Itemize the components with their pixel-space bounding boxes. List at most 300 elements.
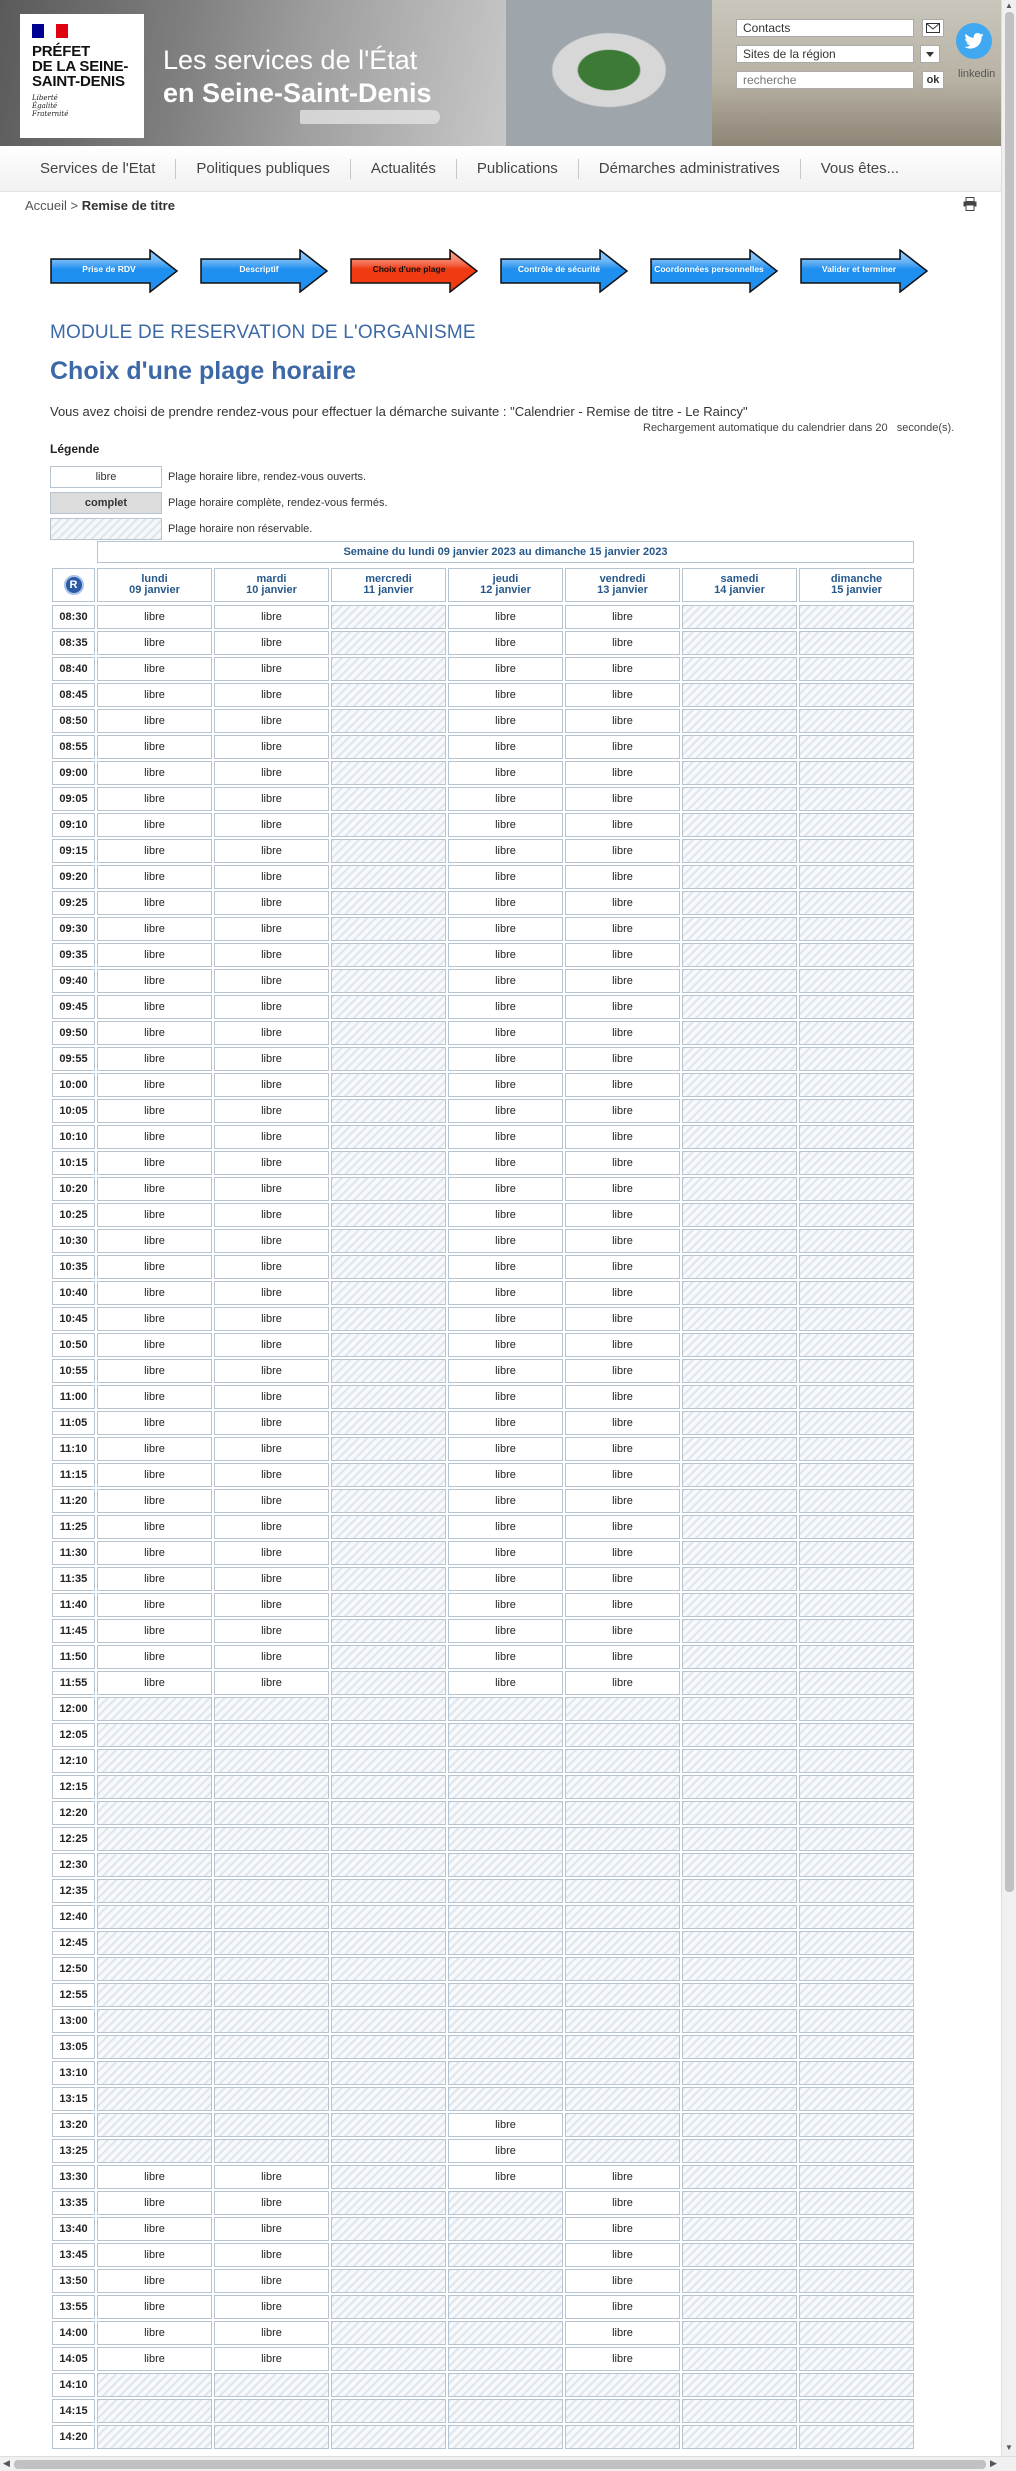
scroll-down-icon[interactable]: ▼	[1005, 2443, 1013, 2452]
slot-libre[interactable]: libre	[214, 2191, 329, 2215]
slot-libre[interactable]: libre	[97, 1203, 212, 1227]
slot-libre[interactable]: libre	[97, 1359, 212, 1383]
step-6	[800, 249, 930, 293]
logo-title-line: PRÉFET	[32, 43, 90, 60]
slot-non-reservable	[682, 1957, 797, 1981]
slot-libre[interactable]: libre	[565, 969, 680, 993]
slot-non-reservable	[448, 2087, 563, 2111]
slot-libre[interactable]: libre	[214, 1359, 329, 1383]
slot-libre[interactable]: libre	[97, 1567, 212, 1591]
slot-libre[interactable]: libre	[565, 995, 680, 1019]
nav-item-actualites[interactable]: Actualités	[351, 159, 457, 179]
slot-libre[interactable]: libre	[448, 891, 563, 915]
slot-non-reservable	[331, 943, 446, 967]
slot-libre[interactable]: libre	[448, 1229, 563, 1253]
slot-libre[interactable]: libre	[97, 1021, 212, 1045]
slot-libre[interactable]: libre	[565, 1541, 680, 1565]
slot-libre[interactable]: libre	[97, 1619, 212, 1643]
slot-libre[interactable]: libre	[565, 1359, 680, 1383]
slot-non-reservable	[682, 761, 797, 785]
slot-libre[interactable]: libre	[97, 917, 212, 941]
slot-libre[interactable]: libre	[214, 1307, 329, 1331]
slot-libre[interactable]: libre	[214, 735, 329, 759]
slot-non-reservable	[214, 1879, 329, 1903]
slot-libre[interactable]: libre	[214, 787, 329, 811]
slot-libre[interactable]: libre	[97, 1229, 212, 1253]
slot-libre[interactable]: libre	[448, 1177, 563, 1201]
slot-libre[interactable]: libre	[97, 657, 212, 681]
slot-libre[interactable]: libre	[448, 709, 563, 733]
slot-non-reservable	[682, 1567, 797, 1591]
slot-non-reservable	[214, 2113, 329, 2137]
slot-non-reservable	[799, 1619, 914, 1643]
slot-libre[interactable]: libre	[214, 1333, 329, 1357]
day-name: lundi	[141, 573, 168, 585]
slot-libre[interactable]: libre	[214, 2243, 329, 2267]
slot-libre[interactable]: libre	[565, 2191, 680, 2215]
slot-libre[interactable]: libre	[214, 1229, 329, 1253]
intro-text: Vous avez choisi de prendre rendez-vous pour effectuer la démarche suivante : "Calendrier - Remise de titre - Le Raincy"	[50, 404, 748, 419]
time-label: 11:45	[52, 1619, 95, 1643]
slot-libre[interactable]: libre	[214, 1567, 329, 1591]
slot-libre[interactable]: libre	[97, 2321, 212, 2345]
slot-libre[interactable]: libre	[565, 1229, 680, 1253]
slot-libre[interactable]: libre	[448, 2165, 563, 2189]
slot-libre[interactable]: libre	[97, 1333, 212, 1357]
slot-non-reservable	[799, 2295, 914, 2319]
slot-libre[interactable]: libre	[97, 1463, 212, 1487]
slot-libre[interactable]: libre	[214, 1151, 329, 1175]
slot-non-reservable	[331, 917, 446, 941]
slot-libre[interactable]: libre	[565, 1203, 680, 1227]
slot-non-reservable	[331, 1255, 446, 1279]
slot-libre[interactable]: libre	[448, 995, 563, 1019]
search-button[interactable]: ok	[922, 71, 944, 89]
slot-libre[interactable]: libre	[565, 813, 680, 837]
slot-libre[interactable]: libre	[97, 1489, 212, 1513]
slot-non-reservable	[799, 1177, 914, 1201]
slot-libre[interactable]: libre	[565, 1151, 680, 1175]
nav-item-publications[interactable]: Publications	[457, 159, 579, 179]
slot-libre[interactable]: libre	[565, 2217, 680, 2241]
day-name: dimanche	[830, 573, 883, 585]
slot-non-reservable	[448, 1879, 563, 1903]
slot-libre[interactable]: libre	[565, 917, 680, 941]
slot-libre[interactable]: libre	[448, 1645, 563, 1669]
slot-libre[interactable]: libre	[448, 1385, 563, 1409]
slot-libre[interactable]: libre	[448, 1073, 563, 1097]
slot-libre[interactable]: libre	[448, 1619, 563, 1643]
time-label: 13:50	[52, 2269, 95, 2293]
slot-libre[interactable]: libre	[448, 631, 563, 655]
scroll-left-icon[interactable]: ◀	[3, 2458, 10, 2468]
time-label: 09:05	[52, 787, 95, 811]
slot-libre[interactable]: libre	[97, 761, 212, 785]
slot-libre[interactable]: libre	[565, 1463, 680, 1487]
slot-non-reservable	[448, 2035, 563, 2059]
slot-libre[interactable]: libre	[448, 969, 563, 993]
slot-libre[interactable]: libre	[214, 1385, 329, 1409]
slot-libre[interactable]: libre	[97, 865, 212, 889]
slot-libre[interactable]: libre	[565, 1047, 680, 1071]
time-label: 08:55	[52, 735, 95, 759]
slot-non-reservable	[331, 2243, 446, 2267]
slot-libre[interactable]: libre	[214, 1255, 329, 1279]
slot-libre[interactable]: libre	[214, 865, 329, 889]
slot-libre[interactable]: libre	[97, 2191, 212, 2215]
slot-libre[interactable]: libre	[448, 735, 563, 759]
slot-non-reservable	[799, 2061, 914, 2085]
slot-libre[interactable]: libre	[565, 657, 680, 681]
slot-libre[interactable]: libre	[214, 2295, 329, 2319]
slot-libre[interactable]: libre	[565, 631, 680, 655]
slot-libre[interactable]: libre	[97, 1255, 212, 1279]
slot-libre[interactable]: libre	[214, 761, 329, 785]
slot-libre[interactable]: libre	[565, 2295, 680, 2319]
slot-libre[interactable]: libre	[565, 1489, 680, 1513]
slot-libre[interactable]: libre	[97, 2165, 212, 2189]
slot-libre[interactable]: libre	[448, 1125, 563, 1149]
prefet-logo[interactable]	[20, 14, 144, 138]
slot-libre[interactable]: libre	[214, 1099, 329, 1123]
slot-libre[interactable]: libre	[97, 1047, 212, 1071]
slot-non-reservable	[682, 605, 797, 629]
slot-non-reservable	[799, 2139, 914, 2163]
slot-libre[interactable]: libre	[448, 1099, 563, 1123]
scroll-right-icon[interactable]: ▶	[990, 2458, 997, 2468]
chevron-down-icon[interactable]	[920, 45, 940, 63]
slot-non-reservable	[799, 2217, 914, 2241]
slot-non-reservable	[682, 1411, 797, 1435]
horizontal-scrollbar[interactable]	[0, 2456, 1016, 2471]
slot-non-reservable	[97, 2061, 212, 2085]
slot-non-reservable	[448, 1931, 563, 1955]
slot-libre[interactable]: libre	[97, 839, 212, 863]
motto-line: Fraternité	[32, 110, 69, 118]
slot-libre[interactable]: libre	[214, 657, 329, 681]
slot-libre[interactable]: libre	[214, 1619, 329, 1643]
slot-libre[interactable]: libre	[565, 891, 680, 915]
slot-libre[interactable]: libre	[448, 1671, 563, 1695]
slot-libre[interactable]: libre	[97, 1437, 212, 1461]
slot-libre[interactable]: libre	[214, 1203, 329, 1227]
slot-libre[interactable]: libre	[97, 735, 212, 759]
slot-libre[interactable]: libre	[97, 969, 212, 993]
slot-libre[interactable]: libre	[448, 865, 563, 889]
slot-libre[interactable]: libre	[97, 1177, 212, 1201]
slot-libre[interactable]: libre	[97, 1593, 212, 1617]
slot-libre[interactable]: libre	[565, 2269, 680, 2293]
slot-non-reservable	[331, 865, 446, 889]
slot-libre[interactable]: libre	[97, 1385, 212, 1409]
search-input[interactable]	[736, 71, 914, 89]
slot-libre[interactable]: libre	[565, 865, 680, 889]
slot-libre[interactable]: libre	[97, 683, 212, 707]
slot-libre[interactable]: libre	[97, 787, 212, 811]
slot-libre[interactable]: libre	[448, 1437, 563, 1461]
slot-libre[interactable]: libre	[448, 1489, 563, 1513]
slot-libre[interactable]: libre	[214, 2347, 329, 2371]
slot-libre[interactable]: libre	[565, 735, 680, 759]
slot-libre[interactable]: libre	[97, 2243, 212, 2267]
slot-libre[interactable]: libre	[565, 2347, 680, 2371]
slot-libre[interactable]: libre	[448, 1307, 563, 1331]
slot-libre[interactable]: libre	[214, 1047, 329, 1071]
slot-libre[interactable]: libre	[214, 943, 329, 967]
slot-libre[interactable]: libre	[448, 839, 563, 863]
slot-libre[interactable]: libre	[565, 605, 680, 629]
slot-non-reservable	[331, 1281, 446, 1305]
slot-libre[interactable]: libre	[565, 787, 680, 811]
slot-libre[interactable]: libre	[214, 813, 329, 837]
slot-libre[interactable]: libre	[97, 1099, 212, 1123]
slot-libre[interactable]: libre	[214, 2269, 329, 2293]
slot-libre[interactable]: libre	[565, 943, 680, 967]
slot-libre[interactable]: libre	[214, 1541, 329, 1565]
slot-libre[interactable]: libre	[97, 631, 212, 655]
slot-libre[interactable]: libre	[97, 813, 212, 837]
day-header-mardi	[214, 568, 329, 602]
slot-libre[interactable]: libre	[214, 969, 329, 993]
slot-libre[interactable]: libre	[448, 1333, 563, 1357]
slot-libre[interactable]: libre	[97, 995, 212, 1019]
slot-non-reservable	[799, 1151, 914, 1175]
slot-non-reservable	[331, 1905, 446, 1929]
slot-libre[interactable]: libre	[565, 709, 680, 733]
slot-libre[interactable]: libre	[97, 2269, 212, 2293]
slot-libre[interactable]: libre	[214, 1125, 329, 1149]
slot-libre[interactable]: libre	[565, 1411, 680, 1435]
slot-non-reservable	[565, 1931, 680, 1955]
slot-libre[interactable]: libre	[214, 2165, 329, 2189]
slot-libre[interactable]: libre	[214, 1645, 329, 1669]
slot-libre[interactable]: libre	[565, 2243, 680, 2267]
slot-libre[interactable]: libre	[214, 1515, 329, 1539]
slot-libre[interactable]: libre	[448, 1255, 563, 1279]
slot-libre[interactable]: libre	[448, 2113, 563, 2137]
slot-libre[interactable]: libre	[97, 943, 212, 967]
slot-libre[interactable]: libre	[565, 1619, 680, 1643]
slot-non-reservable	[799, 2009, 914, 2033]
slot-libre[interactable]: libre	[565, 1437, 680, 1461]
slot-non-reservable	[331, 891, 446, 915]
slot-libre[interactable]: libre	[97, 1541, 212, 1565]
slot-libre[interactable]: libre	[214, 2217, 329, 2241]
slot-libre[interactable]: libre	[565, 1281, 680, 1305]
slot-libre[interactable]: libre	[565, 1567, 680, 1591]
slot-libre[interactable]: libre	[448, 943, 563, 967]
slot-non-reservable	[799, 631, 914, 655]
slot-non-reservable	[682, 1463, 797, 1487]
day-date: 11 janvier	[363, 584, 414, 596]
slot-libre[interactable]: libre	[97, 891, 212, 915]
slot-libre[interactable]: libre	[565, 1645, 680, 1669]
slot-libre[interactable]: libre	[448, 1515, 563, 1539]
step-1	[50, 249, 180, 293]
slot-non-reservable	[682, 969, 797, 993]
nav-item-politiques[interactable]: Politiques publiques	[176, 159, 350, 179]
scroll-up-icon[interactable]: ▲	[1005, 1, 1013, 10]
slot-non-reservable	[799, 1047, 914, 1071]
slot-libre[interactable]: libre	[214, 1489, 329, 1513]
slot-libre[interactable]: libre	[97, 2217, 212, 2241]
slot-libre[interactable]: libre	[448, 1541, 563, 1565]
slot-non-reservable	[682, 1177, 797, 1201]
slot-libre[interactable]: libre	[448, 1463, 563, 1487]
slot-libre[interactable]: libre	[448, 1593, 563, 1617]
slot-non-reservable	[799, 605, 914, 629]
slot-libre[interactable]: libre	[448, 1567, 563, 1591]
slot-libre[interactable]: libre	[448, 1203, 563, 1227]
horizontal-scroll-thumb[interactable]	[14, 2460, 986, 2469]
slot-libre[interactable]: libre	[214, 1177, 329, 1201]
slot-libre[interactable]: libre	[97, 2347, 212, 2371]
step-3	[350, 249, 480, 293]
slot-non-reservable	[214, 2425, 329, 2449]
slot-libre[interactable]: libre	[565, 683, 680, 707]
slot-libre[interactable]: libre	[448, 813, 563, 837]
slot-libre[interactable]: libre	[214, 709, 329, 733]
slot-libre[interactable]: libre	[97, 1073, 212, 1097]
week-title: Semaine du lundi 09 janvier 2023 au dimanche 15 janvier 2023	[97, 541, 914, 563]
slot-libre[interactable]: libre	[565, 1593, 680, 1617]
slot-libre[interactable]: libre	[565, 1125, 680, 1149]
slot-libre[interactable]: libre	[214, 1411, 329, 1435]
slot-non-reservable	[331, 2269, 446, 2293]
slot-non-reservable	[799, 1541, 914, 1565]
slot-non-reservable	[799, 1879, 914, 1903]
slot-non-reservable	[331, 1749, 446, 1773]
slot-libre[interactable]: libre	[448, 1281, 563, 1305]
slot-non-reservable	[682, 995, 797, 1019]
slot-libre[interactable]: libre	[97, 1515, 212, 1539]
slot-libre[interactable]: libre	[97, 1671, 212, 1695]
slot-libre[interactable]: libre	[97, 1307, 212, 1331]
slot-libre[interactable]: libre	[97, 1125, 212, 1149]
slot-libre[interactable]: libre	[565, 1255, 680, 1279]
slot-libre[interactable]: libre	[565, 1671, 680, 1695]
slot-libre[interactable]: libre	[448, 1411, 563, 1435]
slot-libre[interactable]: libre	[565, 1177, 680, 1201]
nav-item-vous-etes[interactable]: Vous êtes...	[820, 159, 900, 177]
slot-libre[interactable]: libre	[214, 1281, 329, 1305]
slot-non-reservable	[799, 1021, 914, 1045]
linkedin-icon[interactable]: linkedin	[958, 68, 996, 80]
slot-libre[interactable]: libre	[565, 1333, 680, 1357]
slot-non-reservable	[448, 1749, 563, 1773]
slot-libre[interactable]: libre	[97, 605, 212, 629]
slot-libre[interactable]: libre	[448, 787, 563, 811]
slot-libre[interactable]: libre	[565, 1307, 680, 1331]
region-select[interactable]: Sites de la région	[736, 45, 914, 63]
slot-libre[interactable]: libre	[565, 1073, 680, 1097]
slot-non-reservable	[799, 1567, 914, 1591]
slot-libre[interactable]: libre	[565, 1515, 680, 1539]
slot-non-reservable	[682, 1697, 797, 1721]
slot-libre[interactable]: libre	[448, 605, 563, 629]
slot-libre[interactable]: libre	[565, 761, 680, 785]
breadcrumb-home[interactable]: Accueil	[25, 198, 67, 213]
vertical-scrollbar[interactable]	[1001, 0, 1016, 2456]
slot-non-reservable	[799, 1411, 914, 1435]
slot-libre[interactable]: libre	[565, 1099, 680, 1123]
slot-libre[interactable]: libre	[214, 891, 329, 915]
slot-libre[interactable]: libre	[214, 2321, 329, 2345]
legend-text: Plage horaire libre, rendez-vous ouverts.	[168, 471, 367, 483]
day-header-dimanche	[799, 568, 914, 602]
slot-libre[interactable]: libre	[214, 631, 329, 655]
slot-libre[interactable]: libre	[448, 683, 563, 707]
legend-text: Plage horaire complète, rendez-vous fermés.	[168, 497, 388, 509]
slot-libre[interactable]: libre	[214, 839, 329, 863]
slot-non-reservable	[682, 1307, 797, 1331]
slot-libre[interactable]: libre	[565, 1385, 680, 1409]
slot-libre[interactable]: libre	[214, 917, 329, 941]
slot-libre[interactable]: libre	[448, 1021, 563, 1045]
printer-icon[interactable]	[963, 197, 977, 214]
slot-libre[interactable]: libre	[214, 1073, 329, 1097]
slot-libre[interactable]: libre	[97, 1281, 212, 1305]
slot-non-reservable	[331, 1437, 446, 1461]
slot-libre[interactable]: libre	[214, 1463, 329, 1487]
slot-libre[interactable]: libre	[214, 1437, 329, 1461]
slot-libre[interactable]: libre	[565, 2321, 680, 2345]
slot-non-reservable	[214, 1853, 329, 1877]
contacts-link[interactable]: Contacts	[736, 19, 914, 37]
slot-non-reservable	[682, 2295, 797, 2319]
slot-libre[interactable]: libre	[448, 1359, 563, 1383]
slot-libre[interactable]: libre	[97, 709, 212, 733]
twitter-icon[interactable]	[956, 23, 992, 59]
slot-libre[interactable]: libre	[97, 1151, 212, 1175]
slot-libre[interactable]: libre	[214, 683, 329, 707]
envelope-icon[interactable]	[922, 19, 944, 37]
slot-libre[interactable]: libre	[214, 605, 329, 629]
slot-libre[interactable]: libre	[97, 2295, 212, 2319]
slot-libre[interactable]: libre	[448, 2139, 563, 2163]
time-label: 11:50	[52, 1645, 95, 1669]
slot-non-reservable	[331, 2399, 446, 2423]
slot-libre[interactable]: libre	[97, 1411, 212, 1435]
slot-non-reservable	[97, 1853, 212, 1877]
nav-item-demarches[interactable]: Démarches administratives	[579, 159, 801, 179]
slot-libre[interactable]: libre	[214, 1593, 329, 1617]
slot-libre[interactable]: libre	[214, 1021, 329, 1045]
time-label: 10:25	[52, 1203, 95, 1227]
nav-item-services[interactable]: Services de l'Etat	[0, 159, 176, 179]
slot-libre[interactable]: libre	[448, 917, 563, 941]
slot-non-reservable	[682, 2009, 797, 2033]
vertical-scroll-thumb[interactable]	[1005, 12, 1014, 1892]
slot-libre[interactable]: libre	[565, 1021, 680, 1045]
slot-libre[interactable]: libre	[214, 995, 329, 1019]
slot-libre[interactable]: libre	[214, 1671, 329, 1695]
slot-non-reservable	[448, 2009, 563, 2033]
slot-libre[interactable]: libre	[565, 839, 680, 863]
slot-libre[interactable]: libre	[448, 657, 563, 681]
time-label: 09:35	[52, 943, 95, 967]
slot-libre[interactable]: libre	[97, 1645, 212, 1669]
slot-non-reservable	[682, 709, 797, 733]
step-label: Contrôle de sécurité	[517, 264, 601, 274]
site-title[interactable]	[163, 44, 432, 110]
slot-libre[interactable]: libre	[448, 1047, 563, 1071]
slot-non-reservable	[799, 2399, 914, 2423]
slot-libre[interactable]: libre	[565, 2165, 680, 2189]
legend-row-non-reservable	[50, 518, 312, 540]
slot-libre[interactable]: libre	[448, 761, 563, 785]
slot-libre[interactable]: libre	[448, 1151, 563, 1175]
